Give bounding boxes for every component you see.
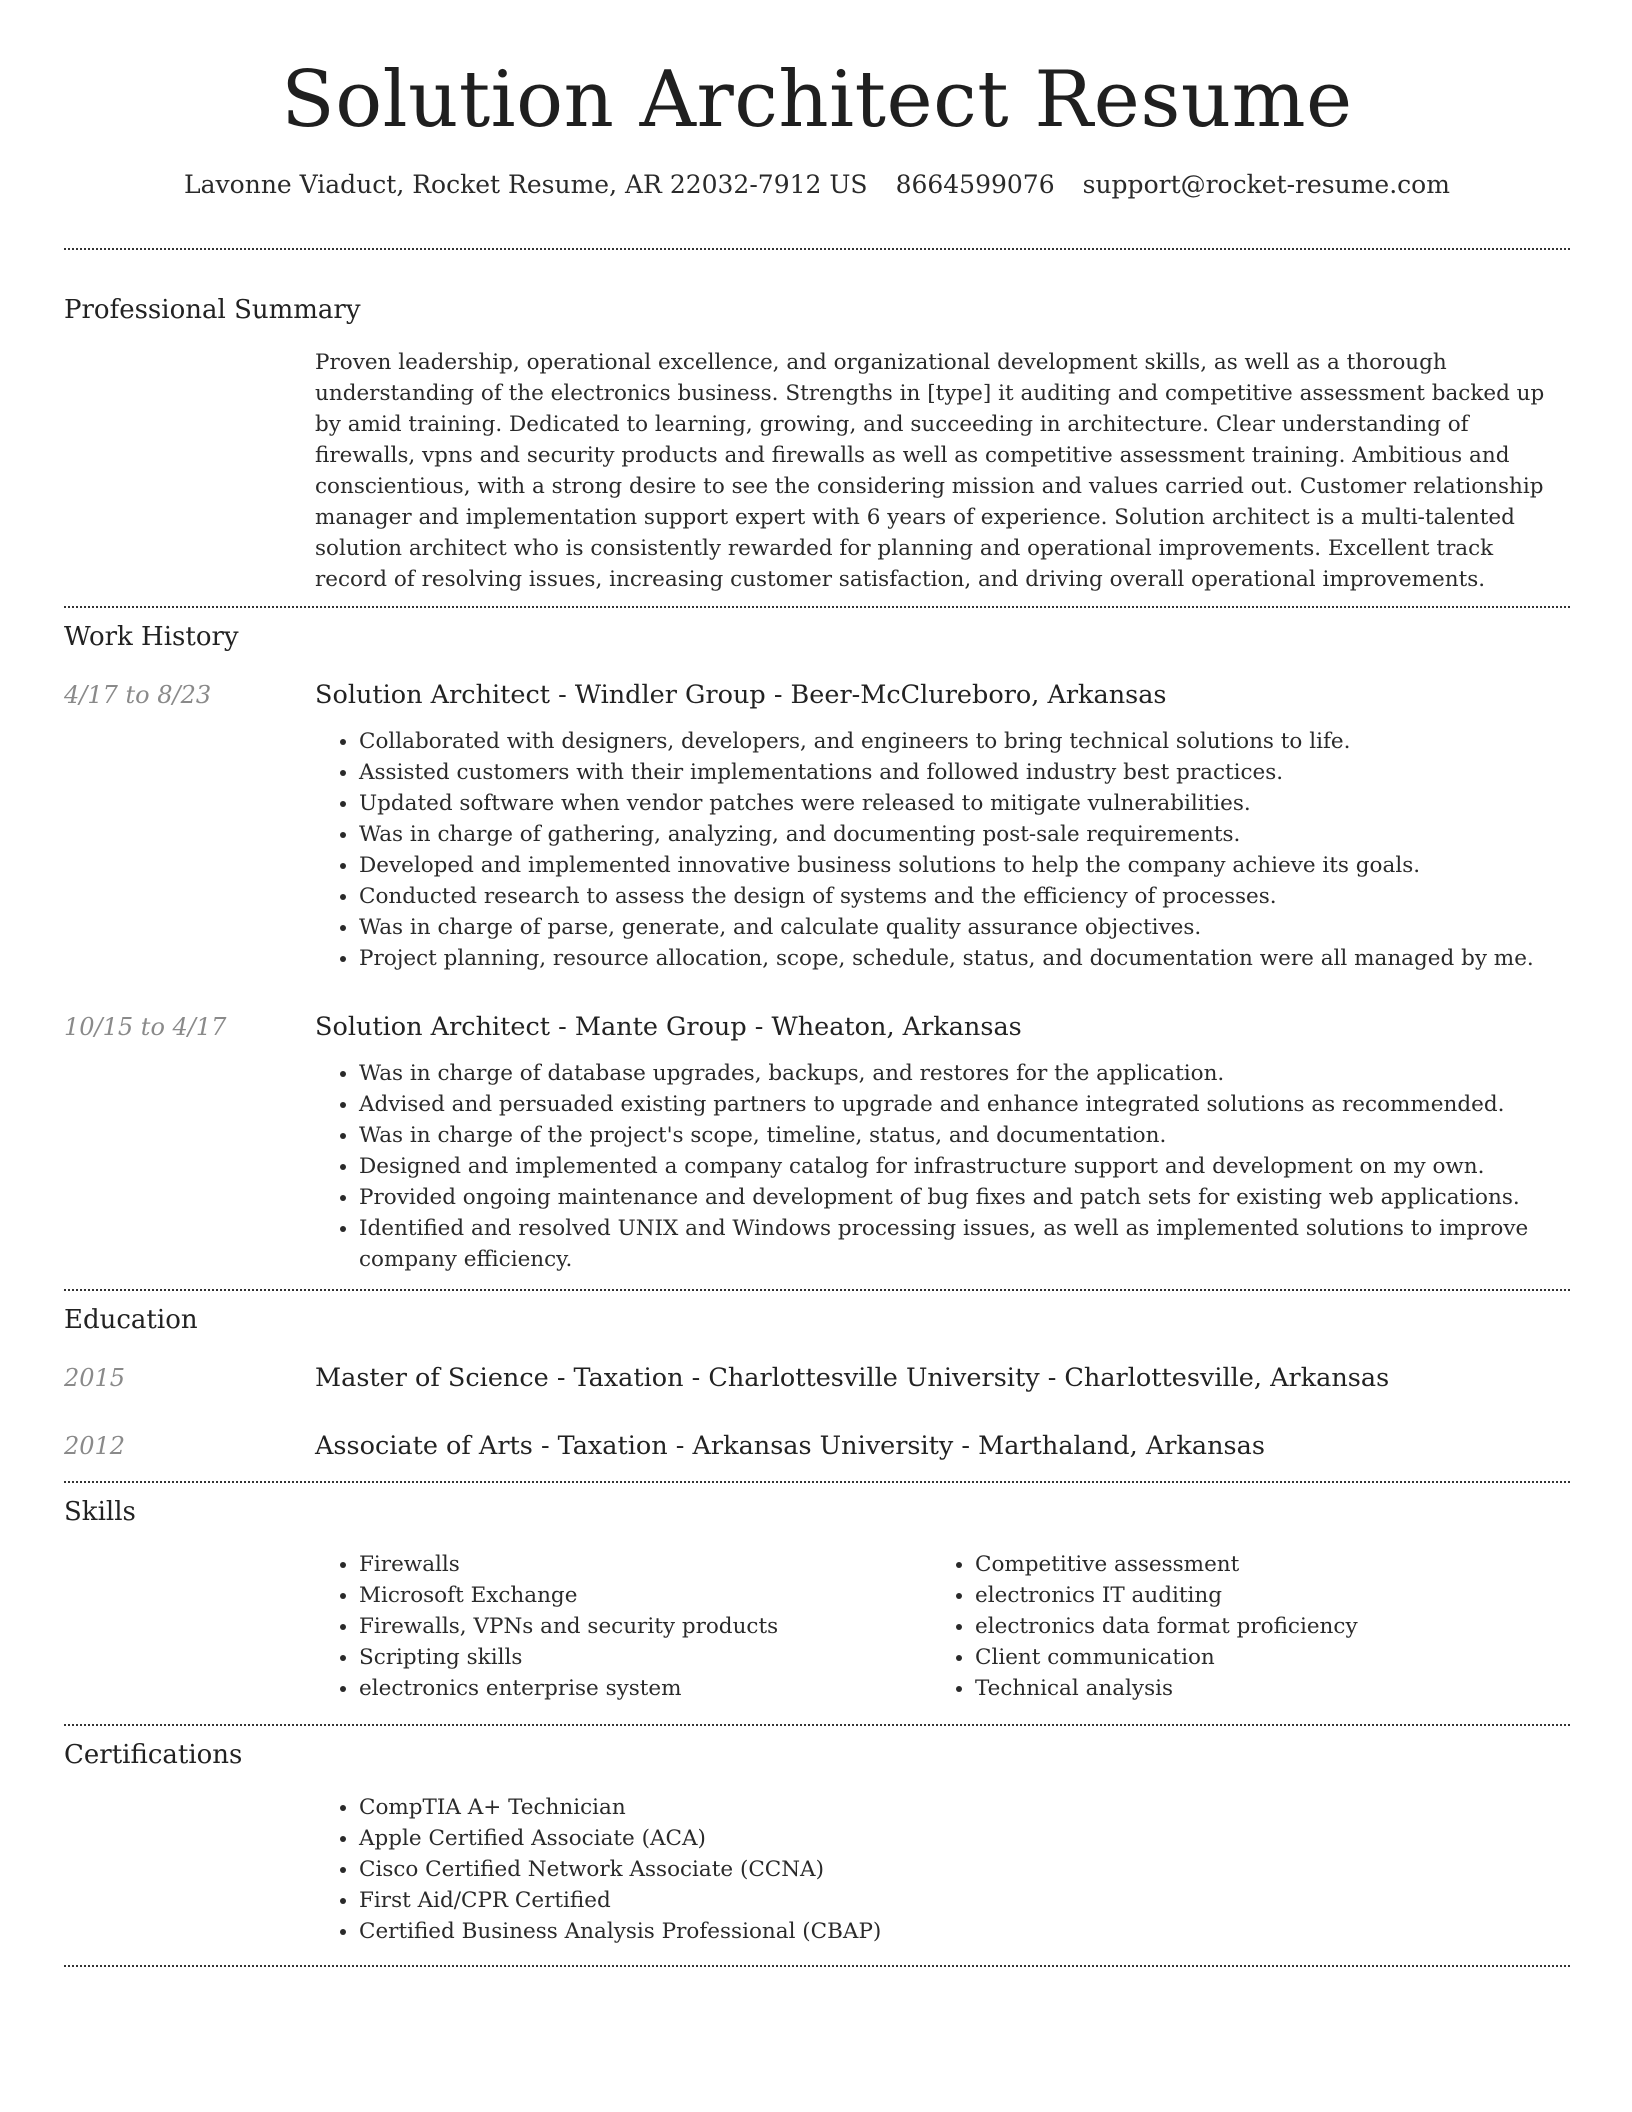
section-heading-summary: Professional Summary bbox=[64, 295, 361, 325]
job-dates: 10/15 to 4/17 bbox=[64, 1013, 227, 1041]
list-item: • Conducted research to assess the design of systems and the efficiency of processes. bbox=[359, 881, 1570, 912]
skill-item: • electronics data format proficiency bbox=[975, 1611, 1547, 1642]
section-summary bbox=[64, 250, 1570, 595]
job-duties bbox=[315, 726, 1570, 974]
skills-list-right bbox=[931, 1549, 1547, 1704]
job-bullet-list bbox=[315, 726, 1570, 974]
list-item: • Was in charge of the project's scope, timeline, status, and documentation. bbox=[359, 1120, 1570, 1151]
skills-column-left bbox=[315, 1549, 931, 1704]
education-entry bbox=[64, 1429, 1570, 1463]
resume-header bbox=[64, 0, 1570, 202]
skill-item: • Technical analysis bbox=[975, 1673, 1547, 1704]
job-dates: 4/17 to 8/23 bbox=[64, 681, 212, 709]
list-item: • Updated software when vendor patches were released to mitigate vulnerabilities. bbox=[359, 788, 1570, 819]
skill-item: • Client communication bbox=[975, 1642, 1547, 1673]
certification-item: • Apple Certified Associate (ACA) bbox=[359, 1823, 1570, 1854]
skill-item: • electronics enterprise system bbox=[359, 1673, 931, 1704]
education-entry bbox=[64, 1361, 1570, 1395]
list-item: • Project planning, resource allocation, scope, schedule, status, and documentation were all managed by me. bbox=[359, 943, 1570, 974]
list-item: • Provided ongoing maintenance and development of bug fixes and patch sets for existing web applications. bbox=[359, 1182, 1570, 1213]
summary-text: Proven leadership, operational excellence, and organizational development skills, as well as a thorough understanding of the electronics business. Strengths in [type] it auditing and competitive assessment backed up by amid training. Dedicated to learning, growing, and succeeding in architecture. Clear understanding of firewalls, vpns and security products and firewalls as well as competitive assessment training. Ambitious and conscientious, with a strong desire to see the considering mission and values carried out. Customer relationship manager and implementation support expert with 6 years of experience. Solution architect is a multi-talented solution architect who is consistently rewarded for planning and operational improvements. Excellent track record of resolving issues, increasing customer satisfaction, and driving overall operational improvements. bbox=[315, 350, 1545, 592]
certification-item: • CompTIA A+ Technician bbox=[359, 1792, 1570, 1823]
section-education bbox=[64, 1291, 1570, 1463]
job-entry bbox=[64, 678, 1570, 974]
summary-content bbox=[315, 347, 1570, 595]
list-item: • Was in charge of database upgrades, backups, and restores for the application. bbox=[359, 1058, 1570, 1089]
certifications-list bbox=[315, 1792, 1570, 1947]
certification-item: • Cisco Certified Network Associate (CCNA) bbox=[359, 1854, 1570, 1885]
list-item: • Identified and resolved UNIX and Windows processing issues, as well as implemented solutions to improve company efficiency. bbox=[359, 1213, 1570, 1275]
divider bbox=[64, 1965, 1570, 1967]
contact-address: Lavonne Viaduct, Rocket Resume, AR 22032-7912 US bbox=[184, 170, 868, 199]
section-certifications bbox=[64, 1726, 1570, 1947]
section-skills bbox=[64, 1483, 1570, 1704]
job-title: Solution Architect - Windler Group - Beer-McClureboro, Arkansas bbox=[315, 680, 1167, 710]
skill-item: • electronics IT auditing bbox=[975, 1580, 1547, 1611]
job-duties bbox=[315, 1058, 1570, 1275]
section-heading-work: Work History bbox=[64, 622, 239, 652]
skills-grid bbox=[315, 1549, 1570, 1704]
education-title: Master of Science - Taxation - Charlottesville University - Charlottesville, Arkansas bbox=[315, 1363, 1390, 1393]
skill-item: • Competitive assessment bbox=[975, 1549, 1547, 1580]
skill-item: • Scripting skills bbox=[359, 1642, 931, 1673]
section-heading-certifications: Certifications bbox=[64, 1740, 243, 1770]
list-item: • Designed and implemented a company catalog for infrastructure support and development on my own. bbox=[359, 1151, 1570, 1182]
section-work-history bbox=[64, 608, 1570, 1275]
list-item: • Developed and implemented innovative business solutions to help the company achieve its goals. bbox=[359, 850, 1570, 881]
section-heading-skills: Skills bbox=[64, 1497, 136, 1527]
education-year: 2015 bbox=[64, 1364, 126, 1392]
skill-item: • Microsoft Exchange bbox=[359, 1580, 931, 1611]
list-item: • Was in charge of parse, generate, and calculate quality assurance objectives. bbox=[359, 912, 1570, 943]
page-title: Solution Architect Resume bbox=[281, 55, 1353, 145]
list-item: • Assisted customers with their implementations and followed industry best practices. bbox=[359, 757, 1570, 788]
certifications-content bbox=[315, 1792, 1570, 1947]
contact-email: support@rocket-resume.com bbox=[1082, 170, 1450, 199]
job-bullet-list bbox=[315, 1058, 1570, 1275]
section-heading-education: Education bbox=[64, 1305, 198, 1335]
list-item: • Collaborated with designers, developers, and engineers to bring technical solutions to life. bbox=[359, 726, 1570, 757]
certification-item: • First Aid/CPR Certified bbox=[359, 1885, 1570, 1916]
contact-line bbox=[64, 168, 1570, 202]
job-entry bbox=[64, 1010, 1570, 1275]
skills-column-right bbox=[931, 1549, 1547, 1704]
certification-item: • Certified Business Analysis Professional (CBAP) bbox=[359, 1916, 1570, 1947]
list-item: • Advised and persuaded existing partners to upgrade and enhance integrated solutions as recommended. bbox=[359, 1089, 1570, 1120]
job-title: Solution Architect - Mante Group - Wheaton, Arkansas bbox=[315, 1012, 1022, 1042]
skill-item: • Firewalls bbox=[359, 1549, 931, 1580]
list-item: • Was in charge of gathering, analyzing, and documenting post-sale requirements. bbox=[359, 819, 1570, 850]
skills-list-left bbox=[315, 1549, 931, 1704]
resume-page bbox=[64, 0, 1570, 1967]
contact-phone: 8664599076 bbox=[895, 170, 1055, 199]
education-title: Associate of Arts - Taxation - Arkansas University - Marthaland, Arkansas bbox=[315, 1431, 1265, 1461]
skill-item: • Firewalls, VPNs and security products bbox=[359, 1611, 931, 1642]
education-year: 2012 bbox=[64, 1432, 126, 1460]
